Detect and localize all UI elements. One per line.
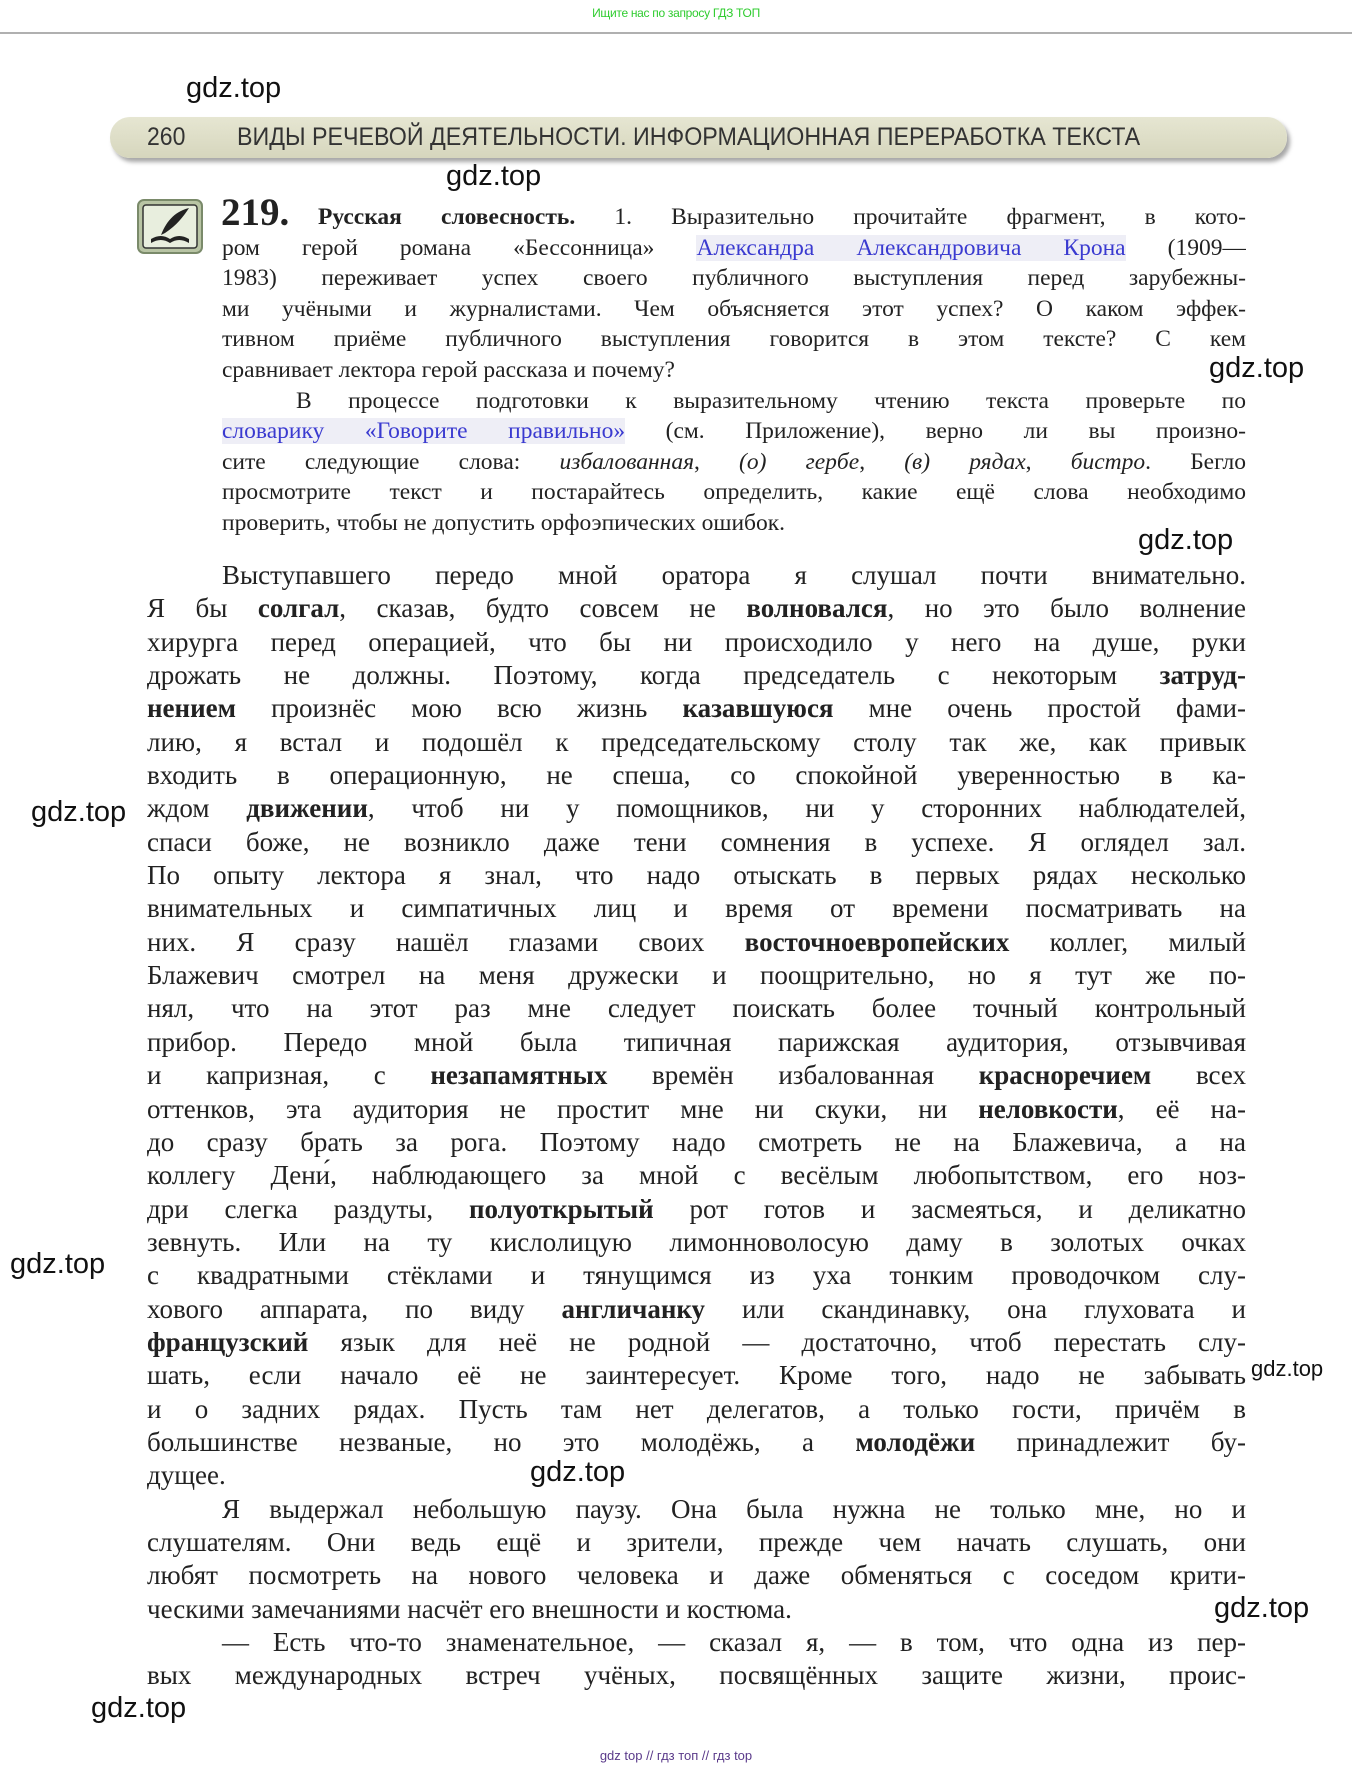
reference-link[interactable]: Александра Александровича Крона [696,234,1126,261]
italic-word: избалованная [559,448,694,475]
text-line [147,559,1246,592]
text-segment: , её на- [1117,1093,1246,1124]
text-segment: , но это было волнение [887,593,1246,624]
text-line [147,1126,1246,1159]
text-segment: всех [1151,1060,1246,1091]
text-line [147,1159,1246,1192]
text-line [147,1593,1246,1626]
text-line [222,202,1246,233]
text-segment: 1983) переживает успех своего публичного выступления перед зарубежны- [222,265,1246,292]
reference-link[interactable]: словарику «Говорите правильно» [222,418,626,445]
text-line [147,959,1246,992]
text-segment: произнёс мою всю жизнь [236,693,683,724]
text-line [222,294,1246,325]
text-segment: Я бы [147,593,258,624]
text-line [147,792,1246,825]
bold-word: молодёжи [855,1426,976,1457]
text-line [147,1093,1246,1126]
text-line [147,1226,1246,1259]
text-line [222,477,1246,508]
text-segment: любят посмотреть на нового человека и даже обменяться с соседом крити- [147,1560,1246,1591]
text-segment: дущее. [147,1460,226,1491]
text-line [147,692,1246,725]
text-segment: хирурга перед операцией, что бы ни происходило у него на душе, руки [147,626,1246,657]
literary-passage [147,559,1246,1693]
bold-word: казавшуюся [682,693,834,724]
text-segment: коллегу Дени́, наблюдающего за мной с весёлым любопытством, его ноз- [147,1160,1246,1191]
bold-word: нением [147,693,237,724]
italic-word: (в) рядах [904,448,1026,475]
text-segment: ческими замечаниями насчёт его внешности и костюма. [147,1593,792,1624]
exercise-task [222,202,1246,539]
text-line [147,1293,1246,1326]
text-line [147,1526,1246,1559]
text-segment: ром герой романа «Бессонница» [222,234,697,261]
text-line [147,1359,1246,1392]
top-note: Ищите нас по запросу ГДЗ ТОП [592,6,760,20]
text-segment: , [694,448,740,475]
text-line [222,386,1246,417]
text-segment: Блажевич смотрел на меня дружески и поощрительно, но я тут же по- [147,960,1246,991]
watermark: gdz.top [10,1248,106,1280]
text-segment: Выступавшего передо мной оратора я слушал почти внимательно. [222,560,1246,590]
text-segment: сите следующие слова: [222,448,560,475]
text-segment: нял, что на этот раз мне следует поискать более точный контрольный [147,993,1246,1024]
text-segment: большинстве незваные, но это молодёжь, а [147,1426,856,1457]
text-segment: просмотрите текст и постарайтесь определить, какие ещё слова необходимо [222,479,1246,506]
watermark: gdz.top [1251,1356,1324,1381]
bold-word: красноречием [978,1060,1152,1091]
feather-book-icon [137,199,205,256]
chapter-title: ВИДЫ РЕЧЕВОЙ ДЕЯТЕЛЬНОСТИ. ИНФОРМАЦИОННАЯ ПЕРЕРАБОТКА ТЕКСТА [237,123,1141,151]
text-line [222,447,1246,478]
text-segment: . Бегло [1145,448,1246,475]
text-segment: тивном приёме публичного выступления говорится в этом тексте? С кем [222,326,1246,353]
text-line [222,416,1246,447]
text-segment: времён избалованная [607,1060,979,1091]
text-segment: ми учёными и журналистами. Чем объясняется этот успех? О каком эффек- [222,295,1246,322]
watermark: gdz.top [446,160,542,192]
italic-word: бистро [1070,448,1146,475]
text-line [147,1026,1246,1059]
text-segment: слушателям. Они ведь ещё и зрители, прежде чем начать слушать, они [147,1526,1246,1557]
watermark: gdz.top [91,1692,187,1724]
text-line [147,892,1246,925]
text-segment: или скандинавку, она глуховата и [705,1293,1246,1324]
text-segment: проверить, чтобы не допустить орфоэпических ошибок. [222,509,786,536]
text-line [147,1426,1246,1459]
divider [0,32,1352,34]
watermark: gdz.top [1138,524,1234,556]
text-line [147,1393,1246,1426]
text-line [222,324,1246,355]
bold-word: волновался [746,593,888,624]
text-segment: , сказав, будто совсем не [339,593,747,624]
text-segment: коллег, милый [1009,926,1246,957]
text-line [147,1259,1246,1292]
text-line [222,233,1246,264]
bold-word: затруд- [1159,660,1246,691]
footer-links: gdz top // гдз топ // гдз top [599,1748,753,1763]
bold-word: восточноевропейских [744,926,1010,957]
text-line [147,992,1246,1025]
bold-word: Русская словесность. [318,204,576,230]
text-segment: сравнивает лектора герой рассказа и почему? [222,356,675,383]
text-segment: вых международных встреч учёных, посвящённых защите жизни, проис- [147,1660,1246,1691]
italic-word: (о) гербе [739,448,860,475]
text-segment: ждом [147,793,247,824]
text-line [147,1193,1246,1226]
text-segment: и капризная, с [147,1060,431,1091]
text-segment: оттенков, эта аудитория не простит мне ни скуки, ни [147,1093,979,1124]
exercise-number: 219. [221,191,290,234]
text-segment: входить в операционную, не спеша, со спокойной уверенностью в ка- [147,760,1246,791]
bold-word: французский [147,1326,309,1357]
text-segment: мне очень простой фами- [833,693,1246,724]
text-line [222,263,1246,294]
text-segment: принадлежит бу- [975,1426,1246,1457]
text-line [147,1459,1246,1492]
watermark: gdz.top [530,1456,626,1488]
text-line [147,726,1246,759]
text-line [147,1326,1246,1359]
text-segment: них. Я сразу нашёл глазами своих [147,926,745,957]
text-segment: с квадратными стёклами и тянущимся из уха тонким проводочком слу- [147,1260,1246,1291]
watermark: gdz.top [31,796,127,828]
text-segment: внимательных и симпатичных лиц и время от времени посматривать на [147,893,1246,924]
text-segment: , [859,448,905,475]
bold-word: полуоткрытый [469,1193,654,1224]
text-segment: Я выдержал небольшую паузу. Она была нужна не только мне, но и [222,1493,1246,1524]
watermark: gdz.top [1209,352,1305,384]
text-line [147,1493,1246,1526]
text-line [147,592,1246,625]
text-segment: дрожать не должны. Поэтому, когда председатель с некоторым [147,660,1160,691]
text-segment: В процессе подготовки к выразительному чтению текста проверьте по [296,387,1246,414]
text-line [147,826,1246,859]
watermark: gdz.top [1214,1592,1310,1624]
text-line [147,1559,1246,1592]
text-line [147,659,1246,692]
text-line [147,859,1246,892]
text-line [147,759,1246,792]
text-line [222,508,1246,539]
page-header [110,117,1287,158]
page-number: 260 [147,123,186,151]
text-segment: , [1025,448,1071,475]
text-segment: (1909— [1125,234,1246,261]
text-segment: , чтоб ни у помощников, ни у сторонних наблюдателей, [367,793,1246,824]
text-segment: прибор. Передо мной была типичная парижская аудитория, отзывчивая [147,1026,1246,1057]
text-segment: дри слегка раздуты, [147,1193,469,1224]
text-segment: язык для неё не родной — достаточно, чтоб перестать слу- [308,1326,1246,1357]
text-line [147,626,1246,659]
text-line [147,926,1246,959]
text-line [222,355,1246,386]
text-segment: По опыту лектора я знал, что надо отыскать в первых рядах несколько [147,860,1246,891]
text-line [147,1659,1246,1692]
text-segment: 1. Выразительно прочитайте фрагмент, в кото- [575,204,1246,230]
text-line [147,1059,1246,1092]
text-segment: до сразу брать за рога. Поэтому надо смотреть не на Блажевича, а на [147,1126,1246,1157]
bold-word: англичанку [561,1293,706,1324]
bold-word: солгал [257,593,340,624]
watermark: gdz.top [186,72,282,104]
text-segment: спаси боже, не возникло даже тени сомнения в успехе. Я оглядел зал. [147,826,1246,857]
text-segment: (см. Приложение), верно ли вы произно- [625,418,1246,445]
text-segment: и о задних рядах. Пусть там нет делегатов, а только гости, причём в [147,1393,1246,1424]
text-segment: зевнуть. Или на ту кислолицую лимонноволосую даму в золотых очках [147,1226,1246,1257]
text-segment: шать, если начало её не заинтересует. Кроме того, надо не забывать [147,1360,1246,1391]
text-segment: хового аппарата, по виду [147,1293,562,1324]
text-line [147,1626,1246,1659]
bold-word: движении [246,793,368,824]
bold-word: неловкости [978,1093,1118,1124]
text-segment: лию, я встал и подошёл к председательскому столу так же, как привык [147,726,1246,757]
text-segment: — Есть что-то знаменательное, — сказал я, — в том, что одна из пер- [222,1627,1246,1657]
bold-word: незапамятных [430,1060,608,1091]
text-segment: рот готов и засмеяться, и деликатно [653,1193,1246,1224]
